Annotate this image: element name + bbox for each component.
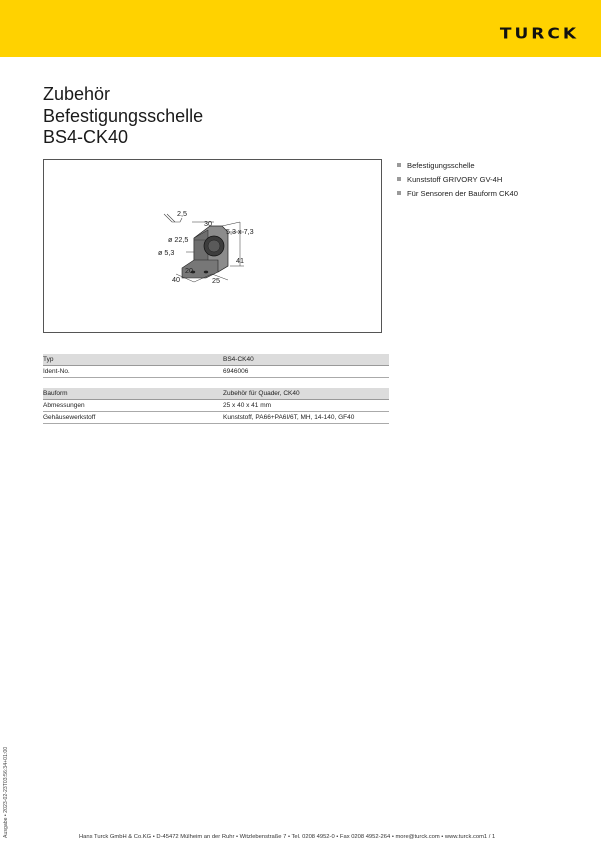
- dim-20-label: 20: [185, 266, 193, 275]
- spec-value: Kunststoff, PA66+PA6I/6T, MH, 14-140, GF40: [223, 412, 389, 424]
- spec-label: Ident-No.: [43, 366, 223, 378]
- table-row: [43, 412, 389, 424]
- title-category: Zubehör: [43, 84, 111, 104]
- spec-table-identification: [43, 354, 389, 378]
- dim-41-label: 41: [236, 256, 244, 265]
- dim-30-label: 30: [204, 219, 212, 228]
- dimension-drawing-box: [43, 159, 382, 333]
- table-row: [43, 400, 389, 412]
- spec-label: Abmessungen: [43, 400, 223, 412]
- spec-value: 6946006: [223, 366, 389, 378]
- brand-header: [0, 0, 601, 57]
- dimension-drawing: [44, 160, 381, 332]
- feature-list: [397, 159, 518, 201]
- dim-25-label: 25: [212, 276, 220, 285]
- page-title: [43, 84, 203, 149]
- spec-label: Bauform: [43, 388, 223, 400]
- title-product-name: Befestigungsschelle: [43, 105, 204, 126]
- table-row: [43, 388, 389, 400]
- feature-item: Für Sensoren der Bauform CK40: [397, 187, 518, 201]
- footer-contact: Hans Turck GmbH & Co.KG • D-45472 Mülheim an der Ruhr • Witzlebenstraße 7 • Tel. 0208 4952-0 • Fax 0208 4952-264 • more@turck.com • www.turck.com1 / 1: [79, 834, 496, 840]
- table-row: [43, 366, 389, 378]
- dim-slot-label: 5,3 x 7,3: [226, 227, 254, 236]
- edition-timestamp: Ausgabe • 2023-02-23T03:56:34+01:00: [3, 746, 9, 838]
- dim-2-5-label: 2,5: [177, 209, 187, 218]
- dim-40-label: 40: [172, 275, 180, 284]
- spec-table-properties: [43, 388, 389, 424]
- table-row: [43, 354, 389, 366]
- spec-label: Typ: [43, 354, 223, 366]
- spec-label: Gehäusewerkstoff: [43, 412, 223, 424]
- spec-value: Zubehör für Quader, CK40: [223, 388, 389, 400]
- feature-item: Kunststoff GRIVORY GV-4H: [397, 173, 518, 187]
- dim-diameter-22-5-label: ø 22,5: [168, 235, 189, 244]
- feature-item: Befestigungsschelle: [397, 159, 518, 173]
- spec-value: BS4-CK40: [223, 354, 389, 366]
- bullet-square-icon: [397, 191, 401, 195]
- spec-value: 25 x 40 x 41 mm: [223, 400, 389, 412]
- bullet-square-icon: [397, 163, 401, 167]
- bullet-square-icon: [397, 177, 401, 181]
- turck-logo: TURCK: [499, 25, 579, 43]
- dim-diameter-5-3-label: ø 5,3: [158, 248, 175, 257]
- title-product-type: BS4-CK40: [43, 127, 129, 147]
